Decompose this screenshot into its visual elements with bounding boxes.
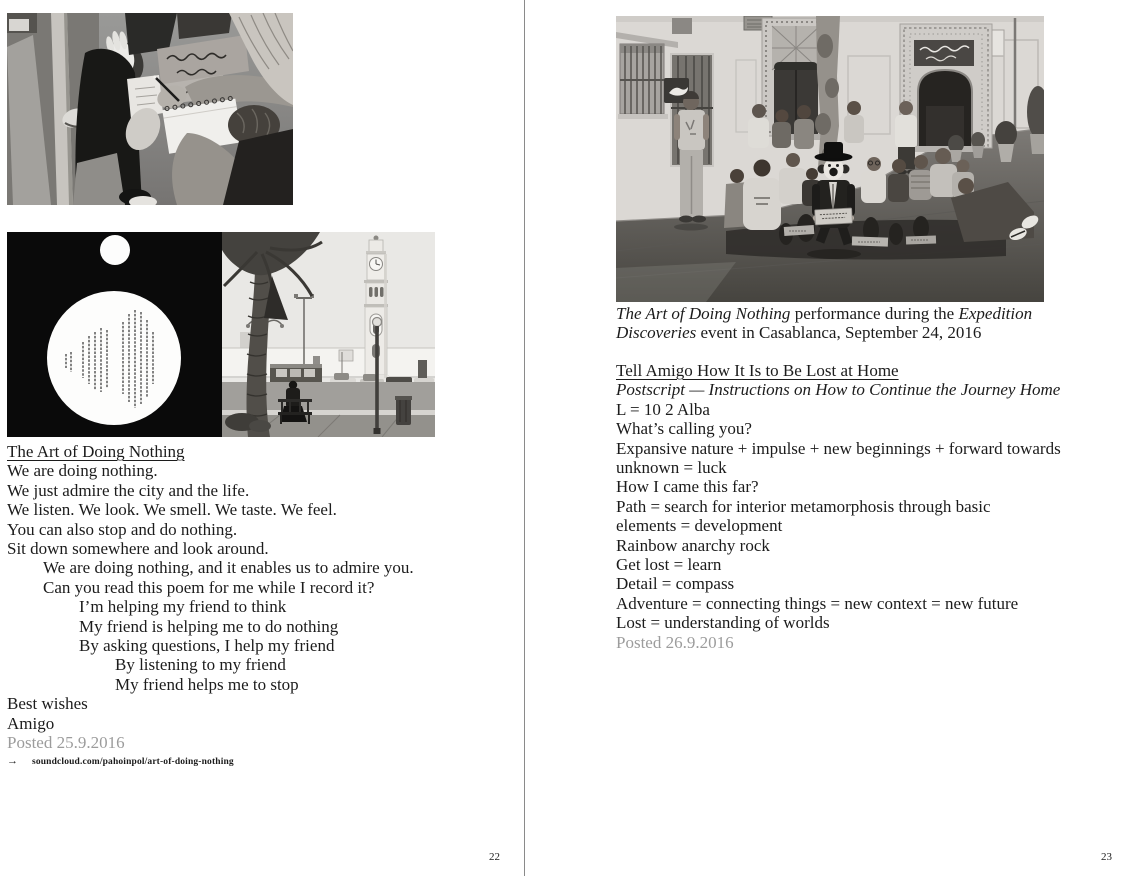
poem-line: Can you read this poem for me while I record it?	[43, 577, 375, 597]
photo-caption	[616, 304, 1086, 343]
instruction-line: Expansive nature + impulse + new beginnings + forward towards	[616, 438, 1061, 458]
poem	[7, 461, 477, 733]
page-number-left: 22	[489, 851, 500, 863]
poem-line: Amigo	[7, 713, 55, 733]
instruction-line: What’s calling you?	[616, 419, 752, 439]
page-divider	[524, 0, 525, 876]
left-posted-date: Posted 25.9.2016	[7, 733, 125, 753]
poem-line: Sit down somewhere and look around.	[7, 539, 269, 559]
instruction-line: L = 10 2 Alba	[616, 399, 710, 419]
poem-line: Best wishes	[7, 694, 88, 714]
instruction-line: How I came this far?	[616, 477, 759, 497]
right-heading: Tell Amigo How It Is to Be Lost at Home	[616, 361, 899, 380]
caption-line	[616, 304, 1086, 323]
instruction-line: Lost = understanding of worlds	[616, 613, 830, 633]
photo-circle-poster-and-clocktower	[7, 232, 435, 437]
soundcloud-link[interactable]	[7, 756, 477, 767]
arrow-icon: →	[7, 754, 18, 767]
caption-segment: Expedition	[958, 304, 1033, 323]
instruction-line: Get lost = learn	[616, 555, 722, 575]
instruction-line: unknown = luck	[616, 458, 727, 478]
poem-line: We just admire the city and the life.	[7, 480, 250, 500]
caption-segment: Discoveries	[616, 323, 697, 343]
soundcloud-link-text[interactable]: soundcloud.com/pahoinpol/art-of-doing-nothing	[32, 756, 234, 767]
photo-clocktower-art	[7, 232, 435, 437]
photo-writing-notebook-art	[7, 13, 293, 205]
poem-line: My friend helps me to stop	[115, 674, 299, 694]
page-number-right: 23	[1101, 851, 1112, 863]
instruction-line: Path = search for interior metamorphosis through basic	[616, 496, 991, 516]
instruction-line: elements = development	[616, 516, 783, 536]
caption-segment: event in Casablanca, September 24, 2016	[696, 323, 982, 343]
photo-performance-art	[616, 16, 1044, 302]
right-posted-date: Posted 26.9.2016	[616, 632, 734, 652]
poem-line: My friend is helping me to do nothing	[79, 616, 339, 636]
instruction-line: Rainbow anarchy rock	[616, 535, 770, 555]
photo-writing-notebook	[7, 13, 293, 205]
left-text-column	[7, 442, 477, 767]
instruction-line: Detail = compass	[616, 574, 735, 594]
poem-line: We are doing nothing, and it enables us to admire you.	[43, 558, 414, 578]
caption-line	[616, 323, 1086, 342]
caption-segment: performance during the	[790, 304, 959, 323]
poem-line: By listening to my friend	[115, 655, 286, 675]
poem-line: By asking questions, I help my friend	[79, 636, 335, 656]
left-heading: The Art of Doing Nothing	[7, 442, 185, 461]
right-text-column	[616, 361, 1116, 652]
poem-line: I’m helping my friend to think	[79, 597, 287, 617]
instruction-line: Adventure = connecting things = new context = new future	[616, 593, 1019, 613]
right-subheading: Postscript — Instructions on How to Continue the Journey Home	[616, 380, 1061, 400]
poem-line: We listen. We look. We smell. We taste. We feel.	[7, 500, 337, 520]
instructions-list	[616, 400, 1116, 633]
caption-segment: The Art of Doing Nothing	[616, 304, 791, 323]
photo-performance-kids	[616, 16, 1044, 302]
poem-line: We are doing nothing.	[7, 461, 158, 481]
poem-line: You can also stop and do nothing.	[7, 519, 238, 539]
